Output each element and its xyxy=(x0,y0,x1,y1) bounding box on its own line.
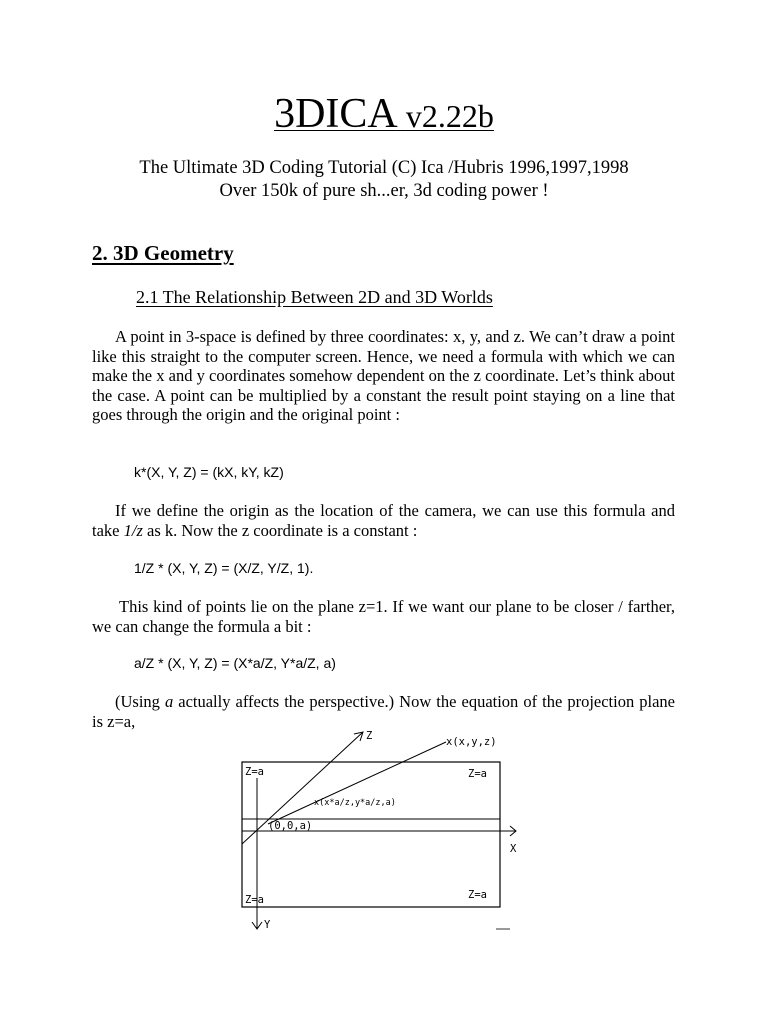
label-center: (0,0,a) xyxy=(268,820,313,832)
label-plane-top-left: Z=a xyxy=(245,766,264,778)
formula-2: 1/Z * (X, Y, Z) = (X/Z, Y/Z, 1). xyxy=(134,560,314,576)
paragraph-2-text-b: as k. Now the z coordinate is a constant : xyxy=(142,520,418,540)
section-heading: 2. 3D Geometry xyxy=(92,241,234,265)
subtitle-line-2: Over 150k of pure sh...er, 3d coding power ! xyxy=(219,181,549,201)
projection-ray xyxy=(268,742,446,824)
label-point-xyz: x(x,y,z) xyxy=(446,736,497,748)
paragraph-3: This kind of points lie on the plane z=1. If we want our plane to be closer / farther, we can change the formula a bit : xyxy=(92,597,675,636)
projection-diagram xyxy=(220,726,530,942)
formula-3: a/Z * (X, Y, Z) = (X*a/Z, Y*a/Z, a) xyxy=(134,655,336,671)
paragraph-2 xyxy=(92,501,675,540)
formula-1: k*(X, Y, Z) = (kX, kY, kZ) xyxy=(134,464,284,480)
paragraph-2-text-a: If we define the origin as the location of the camera, we can use this formula and take xyxy=(92,501,675,540)
label-plane-bottom-right: Z=a xyxy=(468,889,487,901)
label-y-axis: Y xyxy=(264,919,271,931)
paragraph-1: A point in 3-space is defined by three coordinates: x, y, and z. We can’t draw a point like this straight to the computer screen. Hence, we need a formula with which we can make the x and y coordinates somehow dependent on the z coordinate. Let’s think about the case. A point can be multiplied by a constant the result point staying on a line that goes through the origin and the original point : xyxy=(92,327,675,424)
label-plane-top-right: Z=a xyxy=(468,768,487,780)
paragraph-4-text-a: (Using xyxy=(115,692,165,711)
paragraph-4-text-b: actually affects the perspective.) Now the equation of the projection plane is z=a, xyxy=(92,692,675,731)
title-main: 3DICA xyxy=(274,91,396,137)
label-plane-bottom-left: Z=a xyxy=(245,894,264,906)
document-title xyxy=(0,88,768,142)
label-projected-point: x(x*a/z,y*a/z,a) xyxy=(314,798,396,808)
label-x-axis: X xyxy=(510,843,517,855)
subsection-heading: 2.1 The Relationship Between 2D and 3D Worlds xyxy=(136,287,493,307)
label-z-axis: Z xyxy=(366,730,373,742)
paragraph-4-italic: a xyxy=(164,692,174,711)
projection-plane xyxy=(242,762,500,907)
paragraph-2-italic: 1/z xyxy=(123,520,143,540)
subtitle-line-1: The Ultimate 3D Coding Tutorial (C) Ica /Hubris 1996,1997,1998 xyxy=(139,158,629,178)
title-version: v2.22b xyxy=(405,98,494,134)
